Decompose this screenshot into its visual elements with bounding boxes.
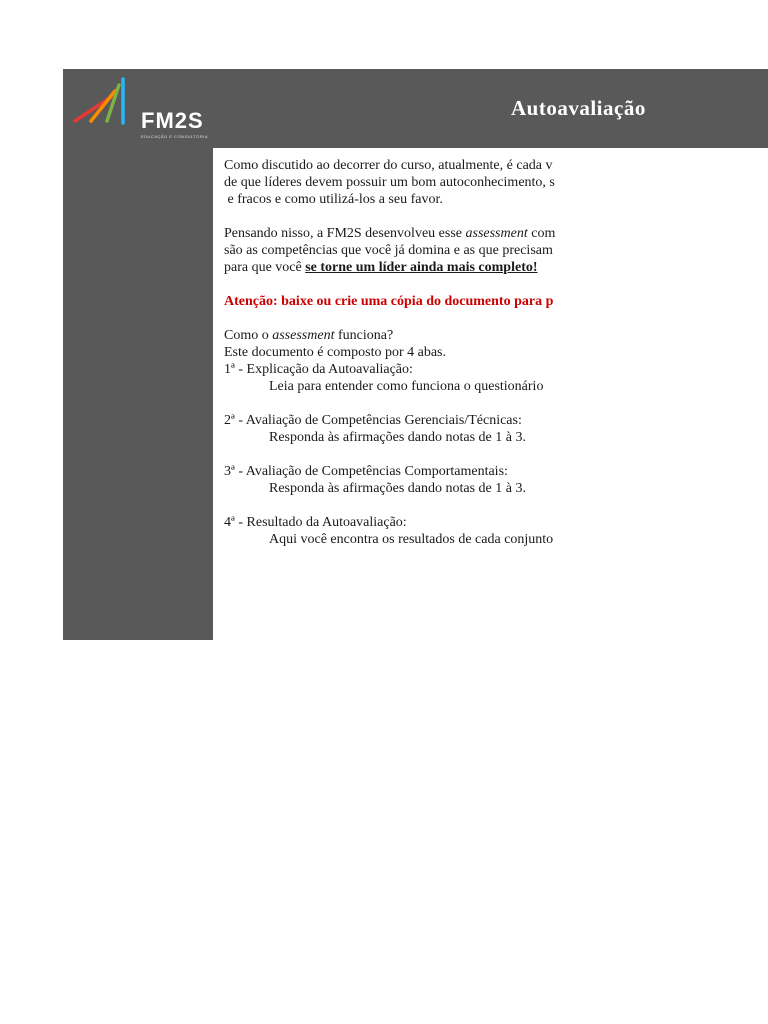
tab-2-title: 2ª - Avaliação de Competências Gerenciais/Técnicas: [224, 413, 522, 428]
intro-line-2: de que líderes devem possuir um bom autoconhecimento, s [224, 175, 555, 190]
leader-highlight: se torne um líder ainda mais completo! [305, 260, 538, 275]
fm2s-logo [73, 77, 208, 137]
spreadsheet-page [63, 69, 768, 640]
logo-wordmark: FM2S [141, 108, 204, 133]
warning-text: Atenção: baixe ou crie uma cópia do documento para p [224, 294, 554, 309]
tab-1-desc: Leia para entender como funciona o questionário [269, 379, 544, 394]
purpose-line-1 [224, 225, 576, 242]
header-bar [63, 69, 768, 148]
tab-1-title: 1ª - Explicação da Autoavaliação: [224, 362, 413, 377]
assessment-term: assessment [465, 226, 528, 241]
how-text: Como o [224, 328, 273, 343]
purpose-text-end: com [527, 226, 556, 241]
purpose-text: Pensando nisso, a FM2S desenvolveu esse [224, 226, 466, 241]
tab-4-title: 4ª - Resultado da Autoavaliação: [224, 515, 407, 530]
how-it-works-heading [224, 327, 576, 344]
tab-4-desc: Aqui você encontra os resultados de cada conjunto [269, 532, 554, 547]
composition-text: Este documento é composto por 4 abas. [224, 345, 447, 360]
intro-line-3: e fracos e como utilizá-los a seu favor. [224, 192, 443, 207]
instructions-text [224, 157, 576, 637]
tab-3-title: 3ª - Avaliação de Competências Comportamentais: [224, 464, 508, 479]
purpose-text-3: para que você [224, 260, 306, 275]
logo-tagline: EDUCAÇÃO E CONSULTORIA [141, 134, 209, 139]
purpose-line-3 [224, 259, 576, 276]
intro-line-1: Como discutido ao decorrer do curso, atualmente, é cada v [224, 158, 553, 173]
how-text-end: funciona? [334, 328, 394, 343]
tab-2-desc: Responda às afirmações dando notas de 1 à 3. [269, 430, 526, 445]
page-title: Autoavaliação [511, 96, 646, 120]
tab-3-desc: Responda às afirmações dando notas de 1 à 3. [269, 481, 526, 496]
assessment-term-2: assessment [272, 328, 335, 343]
logo-stripes-icon [73, 77, 133, 127]
left-panel [63, 148, 213, 640]
purpose-line-2: são as competências que você já domina e as que precisam [224, 243, 553, 258]
